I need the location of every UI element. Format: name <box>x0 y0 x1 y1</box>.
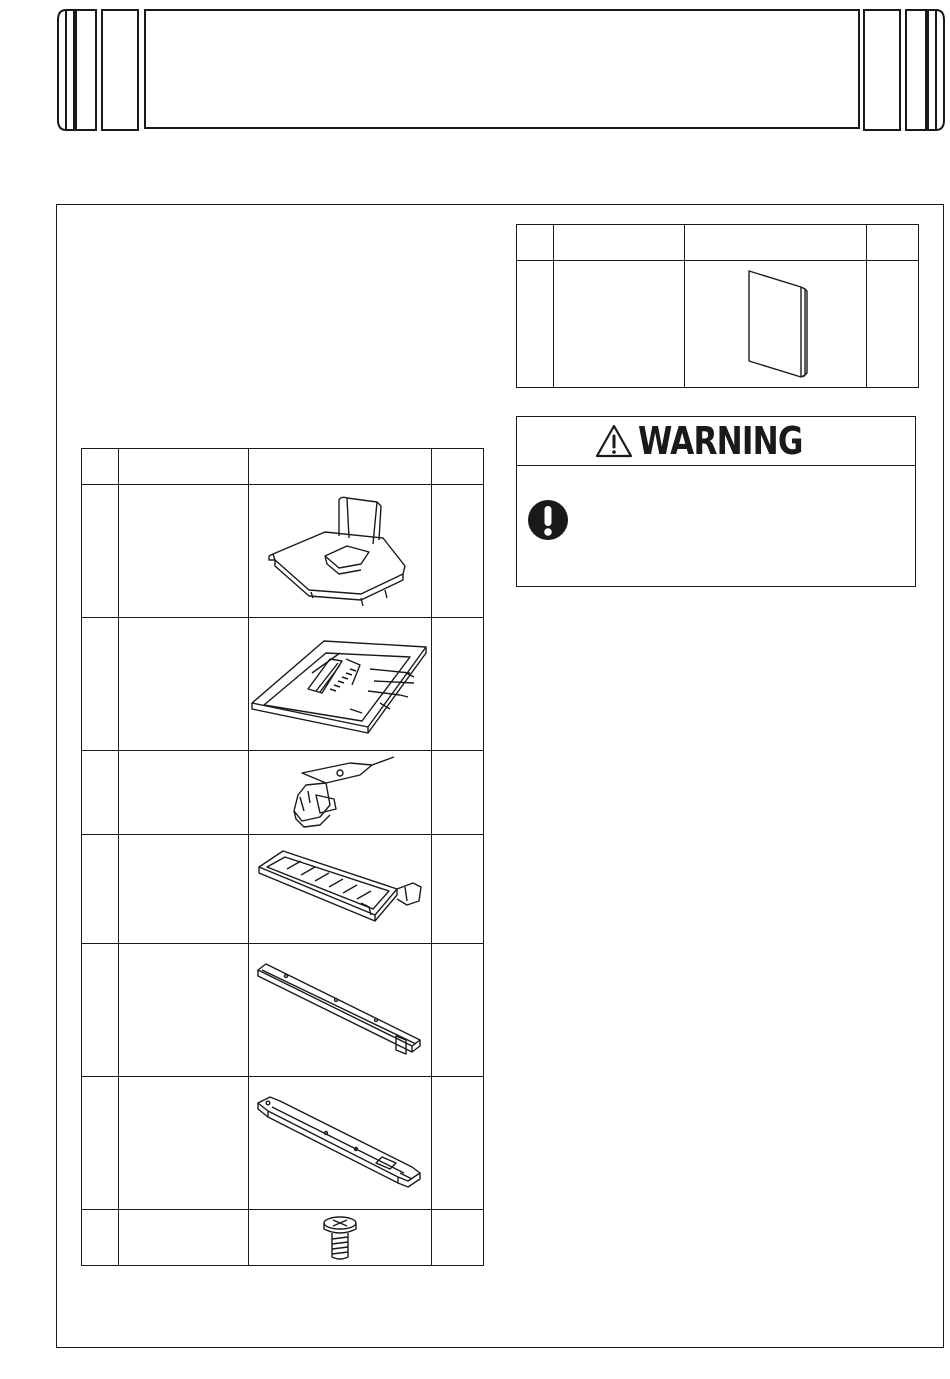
cell-no <box>82 1077 119 1210</box>
col-name <box>119 449 249 485</box>
cell-qty <box>432 485 484 618</box>
table-row <box>82 835 484 944</box>
cell-qty <box>432 1210 484 1266</box>
warning-triangle-icon <box>594 423 634 459</box>
col-no <box>517 225 554 261</box>
table-header-row <box>517 225 919 261</box>
table-row <box>82 485 484 618</box>
cell-name <box>119 485 249 618</box>
cell-qty <box>432 944 484 1077</box>
cell-name <box>554 261 685 388</box>
cell-name <box>119 1210 249 1266</box>
cell-qty <box>432 618 484 751</box>
cell-shape <box>249 618 432 751</box>
rail-bar-icon <box>256 960 424 1060</box>
cell-shape <box>685 261 867 388</box>
cell-shape <box>249 751 432 835</box>
header-banner <box>144 9 860 129</box>
header-left-tabs <box>56 8 142 132</box>
warning-title: WARNING <box>637 419 803 463</box>
cell-name <box>119 944 249 1077</box>
cell-no <box>517 261 554 388</box>
cell-qty <box>432 751 484 835</box>
col-name <box>554 225 685 261</box>
cell-no <box>82 751 119 835</box>
table-header-row <box>82 449 484 485</box>
col-qty <box>867 225 919 261</box>
cell-shape <box>249 1077 432 1210</box>
cell-qty <box>432 835 484 944</box>
warning-box <box>516 416 916 587</box>
table-row <box>82 1077 484 1210</box>
table-row <box>82 751 484 835</box>
booklet-icon <box>741 269 811 379</box>
document-tray-icon <box>265 494 415 609</box>
hinge-arm-icon <box>280 755 400 831</box>
cell-shape <box>249 1210 432 1266</box>
cell-qty <box>867 261 919 388</box>
cell-no <box>82 1210 119 1266</box>
cell-name <box>119 618 249 751</box>
cell-qty <box>432 1077 484 1210</box>
mounting-bracket-icon <box>256 1093 424 1193</box>
guide-plate-icon <box>257 845 423 933</box>
col-no <box>82 449 119 485</box>
cell-name <box>119 835 249 944</box>
warning-header <box>517 417 915 466</box>
header-right-tabs <box>862 8 948 132</box>
table-row <box>82 944 484 1077</box>
accessories-table <box>81 448 484 1266</box>
col-shape <box>249 449 432 485</box>
feeder-cover-icon <box>250 629 430 739</box>
cell-no <box>82 485 119 618</box>
cell-name <box>119 751 249 835</box>
cell-no <box>82 835 119 944</box>
cell-no <box>82 618 119 751</box>
table-row <box>82 618 484 751</box>
cell-shape <box>249 485 432 618</box>
cell-name <box>119 1077 249 1210</box>
manual-table <box>516 224 919 388</box>
mandatory-action-icon <box>527 499 569 541</box>
table-row <box>517 261 919 388</box>
col-shape <box>685 225 867 261</box>
screw-icon <box>320 1213 360 1263</box>
cell-no <box>82 944 119 1077</box>
cell-shape <box>249 944 432 1077</box>
cell-shape <box>249 835 432 944</box>
col-qty <box>432 449 484 485</box>
table-row <box>82 1210 484 1266</box>
